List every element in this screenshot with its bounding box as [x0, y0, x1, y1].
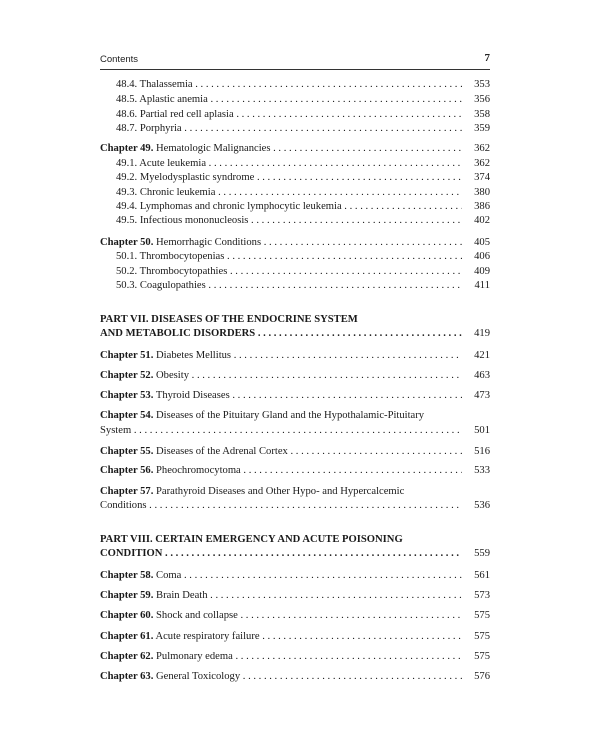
part-heading-entry: [100, 327, 490, 341]
toc-entry-title: Diseases of the Pituitary Gland and the Hypothalamic-Pituitary: [156, 410, 425, 421]
header-rule: [100, 69, 490, 70]
toc-entry-page: 463: [474, 370, 490, 381]
toc-entry-page: 362: [474, 143, 490, 154]
chapter-label: Chapter 58.: [100, 570, 154, 581]
part-heading: PART VII. DISEASES OF THE ENDOCRINE SYSTEM: [100, 314, 358, 325]
toc-entry: [100, 122, 490, 136]
toc-entry-title: 48.6. Partial red cell aplasia . . .: [100, 108, 462, 122]
toc-entry-page: 380: [474, 187, 490, 198]
chapter-label: Chapter 59.: [100, 590, 154, 601]
chapter-label: Chapter 63.: [100, 671, 154, 682]
toc-entry-page: 536: [474, 500, 490, 511]
toc-entry-page: 409: [474, 266, 490, 277]
toc-entry-page: 516: [474, 446, 490, 457]
chapter-label: Chapter 54.: [100, 410, 154, 421]
toc-entry: [100, 265, 490, 279]
toc-chapter-entry-line2: [100, 499, 490, 513]
toc-entry-page: 573: [474, 590, 490, 601]
toc-entry: [100, 279, 490, 293]
toc-entry-page: 575: [474, 610, 490, 621]
toc-chapter-entry: [100, 369, 490, 383]
toc-chapter-entry: [100, 349, 490, 363]
chapter-label: Chapter 51.: [100, 350, 154, 361]
toc-chapter-entry-line1: [100, 485, 490, 499]
chapter-label: Chapter 57.: [100, 486, 154, 497]
toc-entry-page: 421: [474, 350, 490, 361]
toc-entry-title: Conditions . . .: [100, 499, 462, 513]
toc-chapter-entry: [100, 630, 490, 644]
toc-entry-title: Diabetes Mellitus: [156, 350, 232, 361]
toc-entry-title: CONDITION . . .: [100, 547, 462, 561]
toc-entry: [100, 171, 490, 185]
toc-chapter-entry: [100, 609, 490, 623]
toc-entry-page: 356: [474, 94, 490, 105]
toc-entry-title: 48.4. Thalassemia . . .: [100, 78, 462, 92]
toc-entry-page: 561: [474, 570, 490, 581]
chapter-label: Chapter 60.: [100, 610, 154, 621]
toc-entry-title: System . . .: [100, 424, 462, 438]
toc-entry-page: 362: [474, 158, 490, 169]
toc-entry-page: 411: [474, 280, 490, 291]
toc-entry-page: 575: [474, 651, 490, 662]
toc-entry-title: Shock and collapse: [156, 610, 238, 621]
toc-entry-page: 575: [474, 631, 490, 642]
toc-entry: [100, 157, 490, 171]
toc-chapter-entry: [100, 464, 490, 478]
toc-entry-page: 386: [474, 201, 490, 212]
running-header: [100, 52, 490, 68]
toc-entry-page: 406: [474, 251, 490, 262]
toc-entry-title: Brain Death: [156, 590, 208, 601]
toc-entry-title: 48.5. Aplastic anemia . . .: [100, 93, 462, 107]
toc-entry-title: AND METABOLIC DISORDERS . . .: [100, 327, 462, 341]
toc-entry-page: 405: [474, 237, 490, 248]
chapter-label: Chapter 52.: [100, 370, 154, 381]
toc-entry: [100, 108, 490, 122]
toc-entry-title: Pulmonary edema: [156, 651, 233, 662]
toc-entry-title: Hemorrhagic Conditions: [156, 237, 262, 248]
toc-entry-page: 473: [474, 390, 490, 401]
toc-entry-page: 359: [474, 123, 490, 134]
toc-entry-title: Thyroid Diseases: [155, 390, 230, 401]
toc-entry-page: 402: [474, 215, 490, 226]
toc-chapter-entry: [100, 650, 490, 664]
toc-entry-page: 358: [474, 109, 490, 120]
toc-entry-title: Acute respiratory failure: [155, 631, 260, 642]
toc-chapter-entry: [100, 670, 490, 684]
toc-entry-title: 48.7. Porphyria . . .: [100, 122, 462, 136]
toc-entry-page: 559: [474, 548, 490, 559]
toc-entry-title: Parathyroid Diseases and Other Hypo- and Hypercalcemic: [156, 486, 405, 497]
toc-entry: [100, 214, 490, 228]
toc-chapter-entry: [100, 142, 490, 156]
toc-entry-title: 50.2. Thrombocytopathies . . .: [100, 265, 462, 279]
toc-entry-title: General Toxicology: [156, 671, 241, 682]
chapter-label: Chapter 56.: [100, 465, 154, 476]
toc-entry: [100, 186, 490, 200]
toc-entry-title: Pheochromocytoma: [156, 465, 241, 476]
toc-entry: [100, 93, 490, 107]
toc-entry-page: 533: [474, 465, 490, 476]
toc-entry-title: 49.3. Chronic leukemia . . .: [100, 186, 462, 200]
toc-entry-page: 353: [474, 79, 490, 90]
toc-entry: [100, 200, 490, 214]
toc-entry-page: 501: [474, 425, 490, 436]
chapter-label: Chapter 49.: [100, 143, 154, 154]
toc-entry-title: 49.2. Myelodysplastic syndrome . . .: [100, 171, 462, 185]
toc-chapter-entry: [100, 389, 490, 403]
toc-entry-title: 50.1. Thrombocytopenias . . .: [100, 250, 462, 264]
header-page-number: 7: [484, 52, 490, 64]
header-section-title: Contents: [100, 54, 139, 65]
chapter-label: Chapter 61.: [100, 631, 154, 642]
toc-entry-page: 419: [474, 328, 490, 339]
toc-chapter-entry: [100, 589, 490, 603]
chapter-label: Chapter 62.: [100, 651, 154, 662]
toc-entry-title: Hematologic Malignancies: [156, 143, 271, 154]
chapter-label: Chapter 55.: [100, 446, 154, 457]
toc-entry: [100, 250, 490, 264]
part-heading: PART VIII. CERTAIN EMERGENCY AND ACUTE POISONING: [100, 534, 403, 545]
toc-entry-title: Diseases of the Adrenal Cortex: [156, 446, 288, 457]
toc-entry-page: 374: [474, 172, 490, 183]
toc-entry: [100, 78, 490, 92]
toc-chapter-entry: [100, 569, 490, 583]
toc-entry-title: Obesity: [156, 370, 189, 381]
chapter-label: Chapter 50.: [100, 237, 154, 248]
toc-entry-title: 50.3. Coagulopathies . . .: [100, 279, 462, 293]
toc-entry-title: Coma: [156, 570, 182, 581]
toc-entry-title: 49.5. Infectious mononucleosis . . .: [100, 214, 462, 228]
toc-chapter-entry: [100, 445, 490, 459]
toc-chapter-entry-line1: [100, 409, 490, 423]
toc-chapter-entry-line2: [100, 424, 490, 438]
toc-entry-page: 576: [474, 671, 490, 682]
toc-chapter-entry: [100, 236, 490, 250]
chapter-label: Chapter 53.: [100, 390, 154, 401]
toc-entry-title: 49.1. Acute leukemia . . .: [100, 157, 462, 171]
toc-entry-title: 49.4. Lymphomas and chronic lymphocytic leukemia . . .: [100, 200, 462, 214]
part-heading-entry: [100, 547, 490, 561]
